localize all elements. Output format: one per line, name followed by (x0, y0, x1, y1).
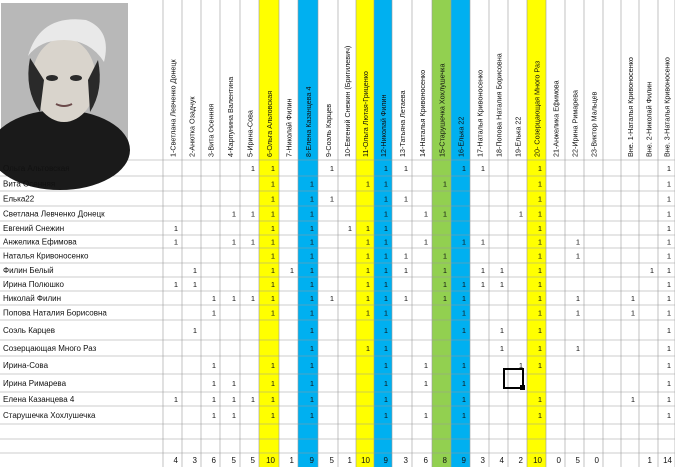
cell-value[interactable]: 1 (383, 361, 388, 370)
cell-value[interactable]: 1 (480, 280, 485, 289)
total-value[interactable]: 5 (231, 456, 236, 465)
cell-value[interactable]: 1 (192, 280, 197, 289)
cell-value[interactable]: 1 (329, 164, 334, 173)
column-header[interactable]: 2-Анютка Озадчук (187, 96, 197, 157)
cell-value[interactable]: 1 (537, 194, 542, 204)
cell-value[interactable]: 1 (270, 266, 275, 275)
cell-value[interactable]: 1 (270, 411, 275, 420)
cell-value[interactable]: 1 (666, 411, 671, 420)
cell-value[interactable]: 1 (231, 209, 236, 219)
cell-value[interactable]: 1 (537, 326, 542, 335)
total-value[interactable]: 6 (211, 456, 216, 465)
cell-value[interactable]: 1 (309, 224, 314, 233)
cell-value[interactable]: 1 (270, 251, 275, 261)
cell-value[interactable]: 1 (403, 164, 408, 173)
cell-value[interactable]: 1 (309, 194, 314, 204)
cell-value[interactable]: 1 (518, 361, 523, 370)
total-value[interactable]: 3 (192, 456, 197, 465)
cell-value[interactable]: 1 (499, 344, 504, 353)
total-value[interactable]: 5 (575, 456, 580, 465)
cell-value[interactable]: 1 (666, 344, 671, 353)
cell-value[interactable]: 1 (537, 179, 542, 189)
column-header[interactable]: 18-Попова Наталия Борисовна (494, 53, 504, 157)
cell-value[interactable]: 1 (309, 344, 314, 353)
cell-value[interactable]: 1 (270, 294, 275, 303)
column-header[interactable]: Вне. 3-Наталья Кривоносенко (662, 57, 672, 157)
column-header[interactable]: 22-Ирина Римарева (570, 89, 580, 157)
cell-value[interactable]: 1 (231, 379, 236, 388)
row-label[interactable]: Ирина Полюшко (3, 280, 64, 289)
cell-value[interactable]: 1 (537, 344, 542, 353)
cell-value[interactable]: 1 (383, 308, 388, 318)
column-header[interactable]: 23-Виктор Мальцев (589, 91, 599, 157)
total-value[interactable]: 3 (480, 456, 485, 465)
cell-value[interactable]: 1 (270, 361, 275, 370)
cell-value[interactable]: 1 (480, 164, 485, 173)
column-highlight (259, 0, 279, 467)
cell-value[interactable]: 1 (383, 411, 388, 420)
cell-value[interactable]: 1 (173, 237, 178, 247)
column-highlight (356, 0, 374, 467)
total-value[interactable]: 9 (383, 456, 388, 465)
cell-value[interactable]: 1 (309, 251, 314, 261)
cell-value[interactable]: 1 (666, 379, 671, 388)
cell-value[interactable]: 1 (192, 326, 197, 335)
cell-value[interactable]: 1 (666, 224, 671, 233)
row-label[interactable]: Ирина Римарева (3, 379, 67, 388)
cell-value[interactable]: 1 (329, 194, 334, 204)
cell-value[interactable]: 1 (270, 194, 275, 204)
column-header[interactable]: 13-Татьяна Летаева (398, 90, 407, 157)
cell-value[interactable]: 1 (403, 194, 408, 204)
total-value[interactable]: 0 (594, 456, 599, 465)
total-value[interactable]: 2 (518, 456, 523, 465)
cell-value[interactable]: 1 (666, 294, 671, 303)
cell-value[interactable]: 1 (537, 361, 542, 370)
cell-value[interactable]: 1 (537, 224, 542, 233)
row-label[interactable]: Созерцающая Много Раз (3, 344, 97, 353)
cell-value[interactable]: 1 (575, 308, 580, 318)
total-value[interactable]: 10 (533, 456, 542, 465)
cell-value[interactable]: 1 (289, 266, 294, 275)
column-highlight (451, 0, 470, 467)
cell-value[interactable]: 1 (630, 395, 635, 404)
portrait-photo (0, 3, 130, 190)
cell-value[interactable]: 1 (666, 395, 671, 404)
cell-value[interactable]: 1 (270, 379, 275, 388)
cell-value[interactable]: 1 (403, 266, 408, 275)
cell-value[interactable]: 1 (383, 209, 388, 219)
cell-value[interactable]: 1 (270, 179, 275, 189)
column-header[interactable]: 10-Евгений Снежин (Бригилевич) (343, 45, 352, 157)
cell-value[interactable]: 1 (537, 294, 542, 303)
cell-value[interactable]: 1 (250, 237, 255, 247)
column-header[interactable]: 9-Соэль Карцев (324, 103, 333, 157)
cell-value[interactable]: 1 (270, 308, 275, 318)
cell-value[interactable]: 1 (231, 294, 236, 303)
cell-value[interactable]: 1 (480, 266, 485, 275)
cell-value[interactable]: 1 (666, 164, 671, 173)
column-header[interactable]: Вне. 2-Николай Филин (644, 81, 654, 157)
row-label[interactable]: Анжелика Ефимова (3, 237, 77, 247)
cell-value[interactable]: 1 (173, 224, 178, 233)
cell-value[interactable]: 1 (309, 237, 314, 247)
cell-value[interactable]: 1 (575, 294, 580, 303)
row-label[interactable]: Старушечка Хохлушечка (3, 411, 96, 420)
column-header[interactable]: 15-Старушечка Хохлушечка (437, 63, 447, 157)
cell-value[interactable]: 1 (270, 209, 275, 219)
cell-value[interactable]: 1 (442, 294, 447, 303)
cell-value[interactable]: 1 (499, 326, 504, 335)
cell-value[interactable]: 1 (383, 344, 388, 353)
cell-value[interactable]: 1 (461, 326, 466, 335)
total-value[interactable]: 3 (403, 456, 408, 465)
cell-value[interactable]: 1 (461, 361, 466, 370)
cell-value[interactable]: 1 (575, 251, 580, 261)
cell-value[interactable]: 1 (192, 266, 197, 275)
cell-value[interactable]: 1 (383, 266, 388, 275)
column-header[interactable]: 20- Созерцающая Много Раз (532, 60, 542, 157)
cell-value[interactable]: 1 (403, 294, 408, 303)
cell-value[interactable]: 1 (365, 237, 370, 247)
total-value[interactable]: 14 (663, 456, 672, 465)
column-header[interactable]: 19-Елька 22 (513, 116, 523, 157)
cell-value[interactable]: 1 (499, 280, 504, 289)
cell-value[interactable]: 1 (442, 179, 447, 189)
cell-value[interactable]: 1 (365, 308, 370, 318)
column-header[interactable]: Вне. 1-Наталья Кривоносенко (626, 57, 635, 157)
cell-value[interactable]: 1 (480, 237, 485, 247)
cell-value[interactable]: 1 (499, 266, 504, 275)
cell-value[interactable]: 1 (461, 280, 466, 289)
cell-value[interactable]: 1 (461, 164, 466, 173)
column-header[interactable]: 3-Вита Осенняя (206, 103, 216, 157)
cell-value[interactable]: 1 (442, 266, 447, 275)
cell-value[interactable]: 1 (309, 294, 314, 303)
cell-value[interactable]: 1 (383, 379, 388, 388)
cell-value[interactable]: 1 (231, 395, 236, 404)
cell-value[interactable]: 1 (211, 411, 216, 420)
cell-value[interactable]: 1 (666, 237, 671, 247)
row-label[interactable]: Николай Филин (3, 294, 62, 303)
cell-value[interactable]: 1 (309, 395, 314, 404)
total-value[interactable]: 9 (309, 456, 314, 465)
cell-value[interactable]: 1 (442, 280, 447, 289)
cell-value[interactable]: 1 (537, 237, 542, 247)
total-value[interactable]: 10 (266, 456, 275, 465)
cell-value[interactable]: 1 (365, 344, 370, 353)
cell-value[interactable]: 1 (537, 395, 542, 404)
cell-value[interactable]: 1 (309, 308, 314, 318)
cell-value[interactable]: 1 (365, 266, 370, 275)
row-label[interactable]: Попова Наталия Борисовна (3, 308, 107, 318)
cell-value[interactable]: 1 (309, 379, 314, 388)
row-label[interactable]: Евгений Снежин (3, 224, 65, 233)
total-value[interactable]: 1 (289, 456, 294, 465)
cell-value[interactable]: 1 (383, 280, 388, 289)
cell-value[interactable]: 1 (666, 209, 671, 219)
cell-value[interactable]: 1 (309, 179, 314, 189)
row-label[interactable]: Елька22 (3, 194, 35, 204)
column-header[interactable]: 17-Наталья Кривоносенко (475, 69, 485, 157)
total-value[interactable]: 8 (442, 456, 447, 465)
cell-value[interactable]: 1 (537, 411, 542, 420)
row-label[interactable]: Ирина-Сова (3, 361, 49, 370)
cell-value[interactable]: 1 (270, 395, 275, 404)
column-header[interactable]: 6-Ольга Альтовская (265, 90, 274, 157)
cell-value[interactable]: 1 (666, 194, 671, 204)
cell-value[interactable]: 1 (211, 395, 216, 404)
cell-value[interactable]: 1 (309, 411, 314, 420)
cell-value[interactable]: 1 (365, 251, 370, 261)
cell-value[interactable]: 1 (383, 326, 388, 335)
cell-value[interactable]: 1 (666, 280, 671, 289)
cell-value[interactable]: 1 (666, 179, 671, 189)
cell-value[interactable]: 1 (666, 251, 671, 261)
cell-value[interactable]: 1 (365, 280, 370, 289)
cell-value[interactable]: 1 (250, 164, 255, 173)
cell-value[interactable]: 1 (270, 164, 275, 173)
cell-value[interactable]: 1 (270, 224, 275, 233)
cell-value[interactable]: 1 (575, 237, 580, 247)
cell-value[interactable]: 1 (442, 251, 447, 261)
cell-value[interactable]: 1 (231, 237, 236, 247)
cell-value[interactable]: 1 (423, 379, 428, 388)
cell-value[interactable]: 1 (383, 224, 388, 233)
cell-value[interactable]: 1 (309, 266, 314, 275)
cell-value[interactable]: 1 (383, 251, 388, 261)
cell-value[interactable]: 1 (383, 179, 388, 189)
cell-value[interactable]: 1 (309, 280, 314, 289)
total-value[interactable]: 1 (647, 456, 652, 465)
cell-value[interactable]: 1 (365, 179, 370, 189)
cell-value[interactable]: 1 (518, 209, 523, 219)
cell-value[interactable]: 1 (383, 395, 388, 404)
cell-value[interactable]: 1 (575, 344, 580, 353)
cell-value[interactable]: 1 (649, 266, 654, 275)
column-header[interactable]: 1-Светлана Левченко Донецк (168, 59, 178, 157)
cell-value[interactable]: 1 (666, 326, 671, 335)
cell-value[interactable]: 1 (423, 411, 428, 420)
cell-value[interactable]: 1 (270, 237, 275, 247)
column-header[interactable]: 4-Карпунина Валентина (226, 76, 235, 157)
cell-value[interactable]: 1 (423, 237, 428, 247)
cell-value[interactable]: 1 (630, 294, 635, 303)
cell-value[interactable]: 1 (537, 266, 542, 275)
cell-value[interactable]: 1 (211, 294, 216, 303)
cell-value[interactable]: 1 (383, 237, 388, 247)
cell-value[interactable]: 1 (309, 209, 314, 219)
cell-value[interactable]: 1 (309, 326, 314, 335)
cell-value[interactable]: 1 (329, 294, 334, 303)
cell-value[interactable]: 1 (383, 294, 388, 303)
cell-value[interactable]: 1 (211, 361, 216, 370)
cell-value[interactable]: 1 (630, 308, 635, 318)
cell-value[interactable]: 1 (423, 361, 428, 370)
column-header[interactable]: 16-Елька 22 (456, 116, 466, 157)
row-label[interactable]: Елена Казанцева 4 (3, 395, 75, 404)
column-highlight (298, 0, 318, 467)
row-label[interactable]: Соэль Карцев (3, 326, 55, 335)
total-value[interactable]: 10 (361, 456, 370, 465)
cell-value[interactable]: 1 (461, 308, 466, 318)
cell-value[interactable]: 1 (365, 294, 370, 303)
total-value[interactable]: 5 (329, 456, 334, 465)
cell-value[interactable]: 1 (537, 280, 542, 289)
column-header[interactable]: 14-Наталья Кривоносенко (418, 69, 427, 157)
cell-value[interactable]: 1 (537, 251, 542, 261)
cell-value[interactable]: 1 (250, 294, 255, 303)
column-header[interactable]: 5-Ирина-Сова (245, 110, 255, 157)
cell-value[interactable]: 1 (309, 361, 314, 370)
column-header[interactable]: 11-Ольга Лютая-Гриценко (361, 71, 370, 157)
cell-value[interactable]: 1 (383, 194, 388, 204)
cell-value[interactable]: 1 (461, 237, 466, 247)
cell-value[interactable]: 1 (442, 209, 447, 219)
column-header[interactable]: 7-Николай Филин (284, 98, 294, 157)
cell-value[interactable]: 1 (383, 164, 388, 173)
cell-value[interactable]: 1 (173, 395, 178, 404)
row-label[interactable]: Филин Белый (3, 266, 54, 275)
total-value[interactable]: 9 (461, 456, 466, 465)
cell-value[interactable]: 1 (250, 395, 255, 404)
column-header[interactable]: 21-Анжелика Ефимова (551, 80, 561, 157)
total-value[interactable]: 1 (347, 456, 352, 465)
total-value[interactable]: 5 (250, 456, 255, 465)
column-header[interactable]: 8-Елена Казанцева 4 (304, 86, 313, 157)
total-value[interactable]: 6 (423, 456, 428, 465)
cell-value[interactable]: 1 (231, 411, 236, 420)
cell-value[interactable]: 1 (211, 308, 216, 318)
row-label[interactable]: Наталья Кривоносенко (3, 251, 89, 261)
cell-value[interactable]: 1 (537, 209, 542, 219)
row-label[interactable]: Ольга Альтовская (3, 164, 70, 173)
cell-value[interactable]: 1 (211, 379, 216, 388)
cell-value[interactable]: 1 (461, 411, 466, 420)
cell-value[interactable]: 1 (461, 395, 466, 404)
total-value[interactable]: 4 (173, 456, 178, 465)
cell-value[interactable]: 1 (537, 308, 542, 318)
cell-value[interactable]: 1 (347, 224, 352, 233)
cell-value[interactable]: 1 (666, 361, 671, 370)
cell-value[interactable]: 1 (173, 280, 178, 289)
cell-value[interactable]: 1 (461, 379, 466, 388)
cell-value[interactable]: 1 (537, 164, 542, 173)
cell-value[interactable]: 1 (666, 266, 671, 275)
total-value[interactable]: 0 (556, 456, 561, 465)
total-value[interactable]: 4 (499, 456, 504, 465)
cell-value[interactable]: 1 (250, 209, 255, 219)
cell-value[interactable]: 1 (403, 251, 408, 261)
cell-value[interactable]: 1 (666, 308, 671, 318)
row-label[interactable]: Светлана Левченко Донецк (3, 209, 105, 219)
cell-value[interactable]: 1 (461, 294, 466, 303)
cell-value[interactable]: 1 (423, 209, 428, 219)
cell-value[interactable]: 1 (270, 280, 275, 289)
row-label[interactable]: Вита Осенняя (3, 179, 56, 189)
cell-value[interactable]: 1 (365, 224, 370, 233)
column-header[interactable]: 12-Николай Филин (379, 94, 388, 157)
